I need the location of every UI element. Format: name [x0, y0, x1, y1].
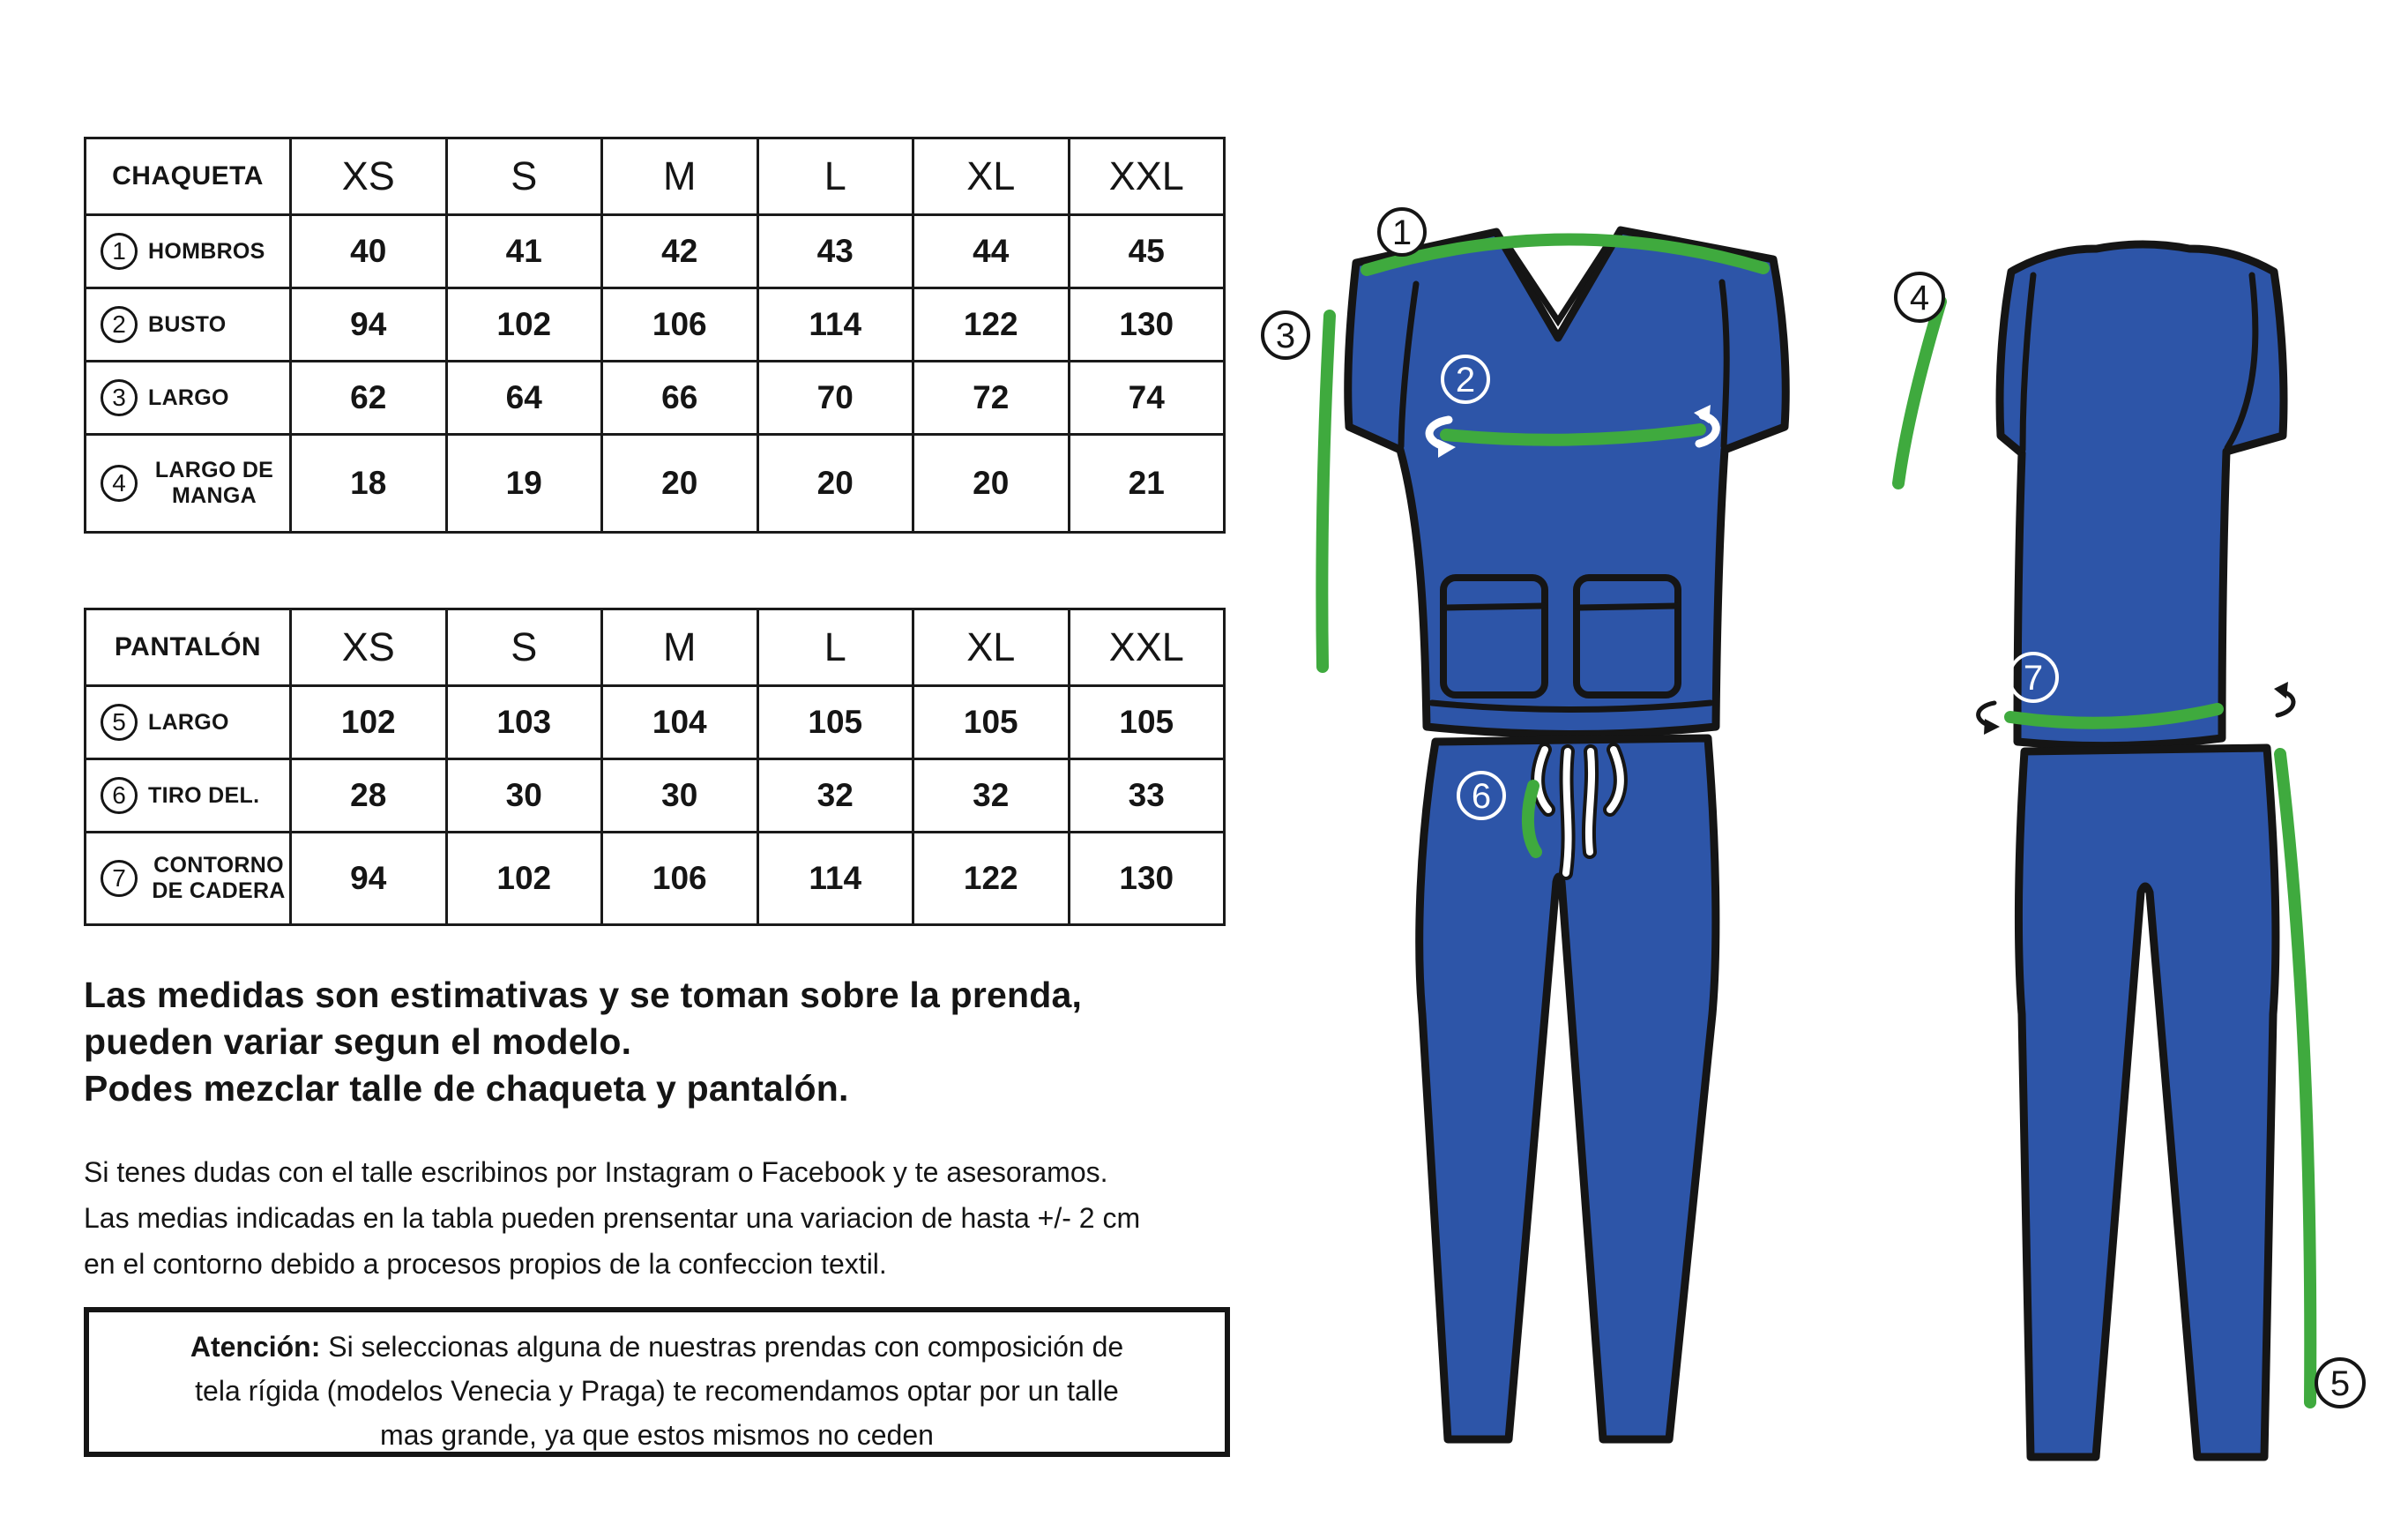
measurements-disclaimer — [84, 972, 1082, 1112]
sizing-help-note — [84, 1149, 1140, 1287]
size-header: M — [602, 609, 758, 686]
table-row-hombros — [86, 215, 1225, 288]
marker-3-jacket-length — [1263, 312, 1308, 358]
size-value: 103 — [446, 686, 602, 759]
size-value: 66 — [602, 362, 758, 435]
size-value: 43 — [757, 215, 913, 288]
size-value: 62 — [291, 362, 447, 435]
size-value: 20 — [602, 435, 758, 533]
table-row-largo-de-manga — [86, 435, 1225, 533]
attention-text: Si seleccionas alguna de nuestras prendas con composición de tela rígida (modelos Venecia y Praga) te recomendamos optar por un talle mas grande, ya que estos mismos no ceden — [195, 1331, 1124, 1451]
size-value: 102 — [446, 288, 602, 362]
size-header: S — [446, 138, 602, 215]
size-value: 64 — [446, 362, 602, 435]
marker-number: 2 — [1455, 361, 1476, 400]
jacket-size-table — [84, 137, 1226, 534]
size-header: L — [757, 609, 913, 686]
size-value: 42 — [602, 215, 758, 288]
row-number-badge: 5 — [101, 704, 138, 741]
right-pocket — [1577, 578, 1678, 695]
size-value: 33 — [1069, 759, 1225, 833]
size-value: 74 — [1069, 362, 1225, 435]
drawstring — [1589, 751, 1592, 852]
disclaimer-line: Podes mezclar talle de chaqueta y pantalón. — [84, 1068, 849, 1109]
size-value: 105 — [757, 686, 913, 759]
size-value: 114 — [757, 288, 913, 362]
pants-size-table — [84, 608, 1226, 926]
size-header: XXL — [1069, 138, 1225, 215]
size-value: 106 — [602, 288, 758, 362]
measure-line-pants-length — [2280, 754, 2310, 1402]
size-value: 30 — [446, 759, 602, 833]
row-number-badge: 1 — [101, 233, 138, 270]
size-value: 21 — [1069, 435, 1225, 533]
size-header: XXL — [1069, 609, 1225, 686]
size-value: 28 — [291, 759, 447, 833]
size-value: 70 — [757, 362, 913, 435]
size-value: 122 — [913, 833, 1070, 925]
marker-number: 3 — [1275, 317, 1296, 355]
size-value: 105 — [1069, 686, 1225, 759]
measure-line-jacket-length — [1322, 316, 1330, 667]
size-value: 102 — [291, 686, 447, 759]
pants-table-title: PANTALÓN — [86, 609, 291, 686]
size-value: 130 — [1069, 288, 1225, 362]
size-value: 19 — [446, 435, 602, 533]
size-header: XS — [291, 138, 447, 215]
size-value: 94 — [291, 288, 447, 362]
size-header: XL — [913, 138, 1070, 215]
row-label: LARGO — [148, 709, 229, 735]
size-value: 40 — [291, 215, 447, 288]
marker-5-pants-length — [2316, 1359, 2364, 1407]
size-value: 114 — [757, 833, 913, 925]
table-row-largo-pantalon — [86, 686, 1225, 759]
size-value: 130 — [1069, 833, 1225, 925]
front-view-figure — [1263, 209, 1785, 1439]
table-row-busto — [86, 288, 1225, 362]
row-label: TIRO DEL. — [148, 782, 260, 808]
size-value: 104 — [602, 686, 758, 759]
marker-number: 7 — [2023, 659, 2044, 698]
row-number-badge: 7 — [101, 860, 138, 897]
table-row-contorno-de-cadera — [86, 833, 1225, 925]
size-header: XL — [913, 609, 1070, 686]
size-header: L — [757, 138, 913, 215]
row-number-badge: 2 — [101, 306, 138, 343]
back-scrub-pants — [2018, 748, 2275, 1457]
measure-line-sleeve-length — [1898, 302, 1941, 483]
help-line: Si tenes dudas con el talle escribinos por Instagram o Facebook y te asesoramos. — [84, 1156, 1108, 1188]
marker-1-shoulders — [1379, 209, 1425, 255]
size-header: S — [446, 609, 602, 686]
marker-number: 6 — [1471, 777, 1492, 816]
size-value: 45 — [1069, 215, 1225, 288]
hip-wrap-arrowhead-right — [2274, 682, 2288, 699]
size-header: M — [602, 138, 758, 215]
marker-number: 1 — [1391, 213, 1413, 252]
disclaimer-line: pueden variar segun el modelo. — [84, 1021, 632, 1062]
help-line: en el contorno debido a procesos propios de la confeccion textil. — [84, 1248, 887, 1280]
row-number-badge: 6 — [101, 777, 138, 814]
size-guide-illustration — [1234, 176, 2408, 1513]
jacket-header-row — [86, 138, 1225, 215]
table-row-largo — [86, 362, 1225, 435]
row-label: CONTORNO DE CADERA — [152, 853, 286, 903]
size-value: 102 — [446, 833, 602, 925]
marker-4-sleeve-length — [1896, 273, 1943, 321]
help-line: Las medias indicadas en la tabla pueden prensentar una variacion de hasta +/- 2 cm — [84, 1202, 1141, 1234]
size-value: 20 — [757, 435, 913, 533]
size-value: 32 — [913, 759, 1070, 833]
jacket-table-title: CHAQUETA — [86, 138, 291, 215]
size-header: XS — [291, 609, 447, 686]
left-pocket — [1443, 578, 1545, 695]
size-value: 94 — [291, 833, 447, 925]
hip-wrap-arrowhead-left — [1984, 719, 2000, 735]
drawstring — [1566, 751, 1569, 873]
left-pocket-fold — [1445, 606, 1543, 608]
marker-number: 5 — [2330, 1364, 2351, 1403]
pants-header-row — [86, 609, 1225, 686]
size-value: 30 — [602, 759, 758, 833]
size-value: 32 — [757, 759, 913, 833]
back-view-figure — [1896, 244, 2364, 1457]
size-value: 20 — [913, 435, 1070, 533]
size-value: 72 — [913, 362, 1070, 435]
row-label: BUSTO — [148, 311, 227, 337]
row-label: HOMBROS — [148, 238, 265, 264]
row-label: LARGO — [148, 385, 229, 410]
size-value: 41 — [446, 215, 602, 288]
marker-number: 4 — [1909, 279, 1930, 318]
size-value: 18 — [291, 435, 447, 533]
size-value: 105 — [913, 686, 1070, 759]
size-value: 106 — [602, 833, 758, 925]
row-number-badge: 3 — [101, 379, 138, 416]
size-value: 122 — [913, 288, 1070, 362]
right-pocket-fold — [1578, 606, 1676, 608]
attention-box — [84, 1307, 1230, 1457]
size-value: 44 — [913, 215, 1070, 288]
row-label: LARGO DE MANGA — [154, 458, 274, 508]
disclaimer-line: Las medidas son estimativas y se toman sobre la prenda, — [84, 975, 1083, 1015]
table-row-tiro-del — [86, 759, 1225, 833]
attention-label: Atención: — [190, 1331, 321, 1363]
row-number-badge: 4 — [101, 465, 138, 502]
